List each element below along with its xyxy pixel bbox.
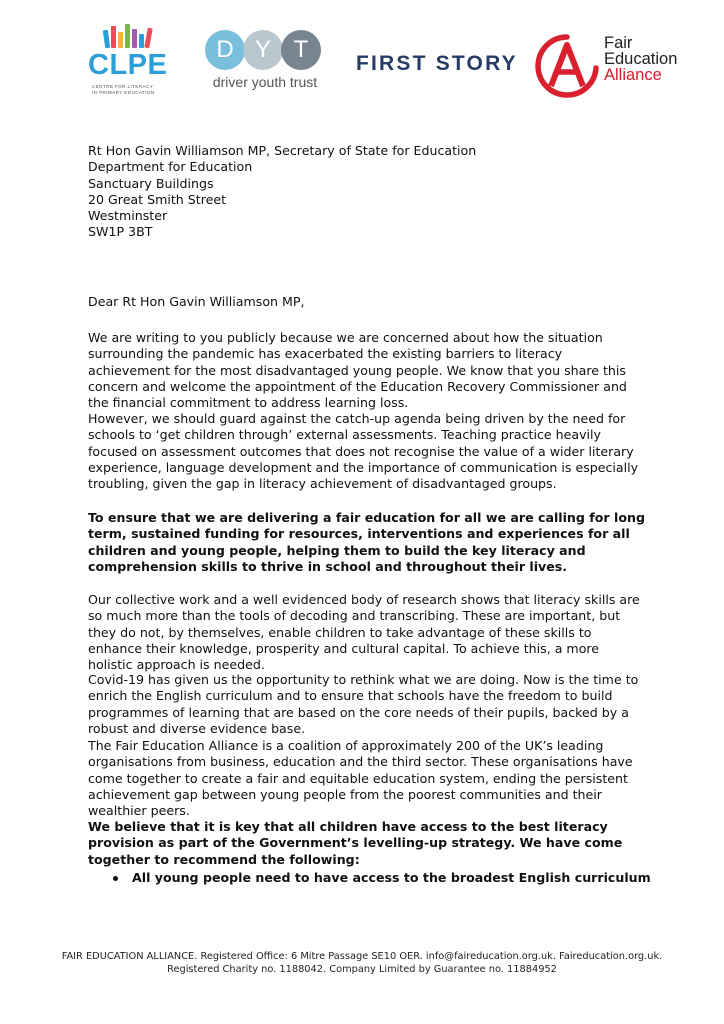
paragraph-2: However, we should guard against the catch-up agenda being driven by the need for schools to ‘get children through’ external assessments. Teaching practice heavily focused on assessment outcomes that does not recognise the value of a wider literary experience, language development and the importance of communication is especially troubling, given the gap in literacy achievement of disadvantaged groups. [88, 411, 639, 492]
clpe-bar [125, 24, 130, 48]
fea-logo [535, 34, 685, 104]
paragraph-6: The Fair Education Alliance is a coalition of approximately 200 of the UK’s leading organisations from business, education and the third sector. These organisations have come together to create a fair and equitable education system, ending the persistent achievement gap between young people from the poorest communities and their wealthier peers. [88, 738, 633, 819]
clpe-wordmark: CLPE [88, 49, 168, 81]
dyt-circle-t: T [281, 30, 321, 70]
clpe-bar [144, 28, 152, 49]
dyt-circles [205, 30, 325, 70]
fea-wordmark [604, 35, 677, 83]
clpe-bar [132, 29, 137, 48]
clpe-tagline-line: IN PRIMARY EDUCATION [92, 90, 155, 95]
dyt-circle-y: Y [243, 30, 283, 70]
address-line: Rt Hon Gavin Williamson MP, Secretary of State for Education [88, 143, 477, 158]
paragraph-5: Covid-19 has given us the opportunity to rethink what we are doing. Now is the time to enrich the English curriculum and to ensure that schools have the freedom to build programmes of learning that are based on the core needs of their pupils, backed by a robust and diverse evidence base. [88, 672, 639, 736]
footer [60, 950, 664, 976]
footer-line: FAIR EDUCATION ALLIANCE. Registered Office: 6 Mitre Passage SE10 OER. info@faireducation.org.uk. Faireducation.org.uk. [61, 951, 663, 962]
clpe-bar [139, 34, 144, 48]
paragraph-4: Our collective work and a well evidenced body of research shows that literacy skills are so much more than the tools of decoding and transcribing. These are important, but they do not, by themselves, enable children to take advantage of these skills to enhance their knowledge, prosperity and cultural capital. To achieve this, a more holistic approach is needed. [88, 592, 640, 673]
clpe-logo [84, 24, 176, 100]
footer-line: Registered Charity no. 1188042. Company Limited by Guarantee no. 11884952 [167, 964, 557, 975]
clpe-books-graphic [104, 24, 152, 48]
paragraph-7-bold: We believe that it is key that all children have access to the best literacy provision as part of the Government’s levelling-up strategy. We have come together to recommend the following: [88, 819, 623, 867]
dyt-wordmark: driver youth trust [212, 74, 318, 90]
bullet-icon [113, 876, 118, 881]
dyt-logo [205, 30, 325, 96]
address-line: Sanctuary Buildings [88, 175, 214, 191]
recipient-address [88, 143, 648, 241]
address-line: SW1P 3BT [88, 224, 153, 240]
first-story-logo: FIRST STORY [356, 52, 518, 75]
fea-word-alliance: Alliance [604, 66, 662, 84]
clpe-bar [103, 30, 110, 49]
fea-a-mark-icon [535, 34, 599, 98]
address-line: 20 Great Smith Street [88, 191, 227, 207]
salutation: Dear Rt Hon Gavin Williamson MP, [88, 294, 305, 309]
address-line: Westminster [88, 208, 168, 224]
clpe-tagline-line: CENTRE FOR LITERACY [92, 84, 154, 89]
dyt-circle-d: D [205, 30, 245, 70]
fea-word-fair: Fair [604, 34, 633, 52]
clpe-tagline [92, 84, 155, 96]
clpe-bar [111, 26, 116, 48]
fea-word-education: Education [604, 50, 678, 68]
address-line: Department for Education [88, 159, 253, 175]
paragraph-1: We are writing to you publicly because we are concerned about how the situation surrounding the pandemic has exacerbated the existing barriers to literacy achievement for the most disadvantaged young people. We know that you share this concern and welcome the appointment of the Education Recovery Commissioner and the financial commitment to address learning loss. [88, 330, 627, 411]
clpe-bar [118, 32, 123, 48]
paragraph-3-bold: To ensure that we are delivering a fair education for all we are calling for long term, sustained funding for resources, interventions and experiences for all children and young people, helping them to build the key literacy and comprehension skills to thrive in school and throughout their lives. [88, 510, 645, 574]
recommendation-item: All young people need to have access to the broadest English curriculum [132, 870, 651, 885]
